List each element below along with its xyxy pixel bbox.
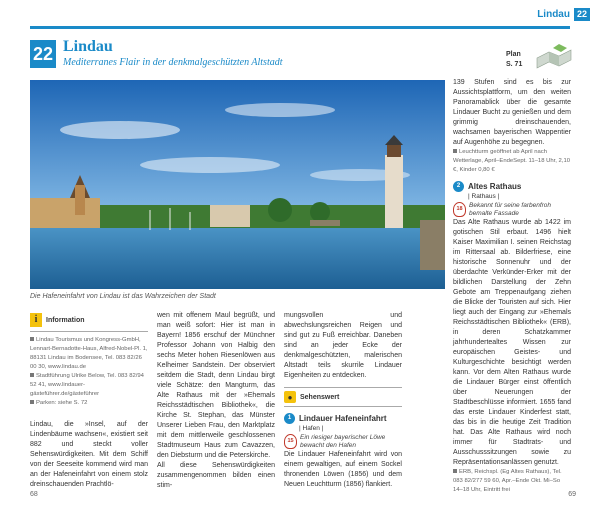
body-text-2: wen mit offenem Maul begrüßt, und man weiß sofort: Hier ist man in Bayern! 1856 erschuf der Münchner Professor Johann von Halbig den sechs Meter hohen Riesenlöwen aus Kelheimer Sandstein. Der observiert seitdem die Stadt, denn Lindau birgt viele Schätze: den Mangturm, das Alte Rathaus mit der »Ehemals Reichsstädtischen Bibliothek«, die Kirche St. Stephan, das Münster Unserer Lieben Frau, den Marktplatz mit dem mittlerweile geschlossenen Stadtmuseum Haus zum Cavazzen, den Diebsturm und die Peterskirche. (157, 312, 275, 459)
highlight-badge-icon: 15 (284, 434, 297, 449)
chapter-subtitle: Mediterranes Flair in der denkmalgeschützten Altstadt (63, 57, 283, 68)
sight-1-highlight (284, 434, 402, 450)
sight-1-number: 1 (284, 413, 295, 424)
sights-header (284, 387, 402, 407)
info-parking: Parken: siehe S. 72 (30, 399, 148, 408)
running-head-title: Lindau (537, 9, 570, 20)
chapter-title: Lindau (63, 38, 113, 55)
sight-1-category: | Hafen | (299, 425, 324, 432)
lighthouse-hours: Leuchtturm geöffnet ab April nach Wetterlage, April–EndeSept. 11–18 Uhr, 2,10 €, Kinder 0,80 € (453, 149, 571, 173)
plan-reference[interactable] (506, 50, 522, 70)
sights-header-label: Sehenswert (300, 393, 340, 401)
info-box (30, 313, 148, 408)
sight-1-text: Die Lindauer Hafeneinfahrt wird von einem gewaltigen, auf einem Sockel thronenden Löwen (1856) und dem Neuen Leuchtturm (1856) flankiert. (284, 451, 402, 488)
running-head (537, 8, 590, 21)
page-number-left: 68 (30, 491, 38, 498)
map-icon (535, 42, 573, 70)
info-title: Information (46, 316, 85, 324)
running-head-number: 22 (574, 8, 590, 21)
body-column-2 (157, 311, 275, 491)
sight-2-number: 2 (453, 181, 464, 192)
page-number-right: 69 (568, 491, 576, 498)
body-text-3: mungsvollen und abwechslungsreichen Reigen und sind gut zu Fuß erreichbar. Daneben sind an jeder Ecke der denkmalgeschützten, malerischen Altstadt teils skurrile Lindauer Eigenheiten zu entdecken. (284, 312, 402, 379)
plan-page: S. 71 (506, 61, 523, 68)
plan-label: Plan (506, 51, 521, 58)
highlight-badge-icon: 18 (453, 202, 466, 217)
harbor-photo (30, 80, 445, 289)
sight-1-highlight-text: Ein riesiger bayerischer Löwe bewacht den Hafen (300, 434, 386, 449)
photo-caption: Die Hafeneinfahrt von Lindau ist das Wahrzeichen der Stadt (30, 293, 216, 300)
sight-1-header (284, 413, 402, 424)
info-icon: i (30, 313, 42, 327)
eye-icon: ● (284, 391, 296, 403)
sight-2-text: Das Alte Rathaus wurde ab 1422 im gotischen Stil erbaut. 1496 hielt Kaiser Maximilian I. seinen Reichstag im Rittersaal ab. Bilderfriese, eine historische Sonnenuhr und der überdachte Verkünder-Erker mit der bildlichen Darstellung der Zehn Gebote am Treppenaufgang ziehen die Blicke der Touristen auf sich. Hier liegt auch der Eingang zur »Ehemals Reichsstädtischen Bibliothek« (ERB), in deren Schatzkammer jahrhundertealtes Wissen zur europäischen Geistes- und Kulturgeschichte besichtigt werden kann. Vor dem Alten Rathaus wurde die Lindauer Bürger einst öffentlich über Neuerungen der Stadtbeschlüsse informiert. 1655 fand das erste Lindauer Kinderfest statt, das bis in die heutige Zeit Tradition hat. Das Alte Rathaus wird noch immer für Stadtrats- und Ausschusssitzungen sowie zu Repräsentationsanlässen genutzt. (453, 219, 571, 466)
sight-2-category: | Rathaus | (468, 193, 500, 200)
body-text-4: 139 Stufen sind es bis zur Aussichtsplattform, um den weiten Panoramablick über die gesamte Lindauer Bucht zu genießen und dem grimmig dreinschauenden, wachsamen bayerischen Wappentier auf Augenhöhe zu begegnen. (453, 79, 571, 146)
info-contact: Lindau Tourismus und Kongress-GmbH, Lennart-Bernadotte-Haus, Alfred-Nobel-Pl. 1, 88131 Lindau im Bodensee, Tel. 083 82/26 00 30, www.lindau.de (30, 337, 148, 370)
body-column-3 (284, 311, 402, 490)
body-text-2b: All diese Sehenswürdigkeiten zusammengenommen bilden einen stim- (157, 462, 275, 489)
header-rule (30, 26, 570, 29)
sight-1-title: Lindauer Hafeneinfahrt (299, 414, 387, 423)
sight-2-title: Altes Rathaus (468, 182, 522, 191)
chapter-number: 22 (30, 40, 56, 68)
body-column-4 (453, 78, 571, 495)
sight-2-highlight (453, 202, 571, 218)
sight-2-highlight-text: Bekannt für seine farbenfroh bemalte Fassade (469, 202, 552, 217)
sight-2-header (453, 181, 571, 192)
info-tour: Stadtführung Ulrike Below, Tel. 083 82/94 52 41, www.lindauer-gästeführer.de/gästeführer (30, 373, 144, 397)
body-column-1: Lindau, die »Insel, auf der Lindenbäume wachsen«, existiert seit 882 und steckt voller Sehenswürdigkeiten. Mit dem Schiff von der Seeseite kommend wird man an der Hafeneinfahrt von einem stolz dreinschauenden Prachtlö- (30, 421, 148, 488)
sight-2-hours: ERB, Reichspl. (Eg Altes Rathaus), Tel. 083 82/277 59 60, Apr.–Ende Okt. Mi–So 14–18 Uhr, Eintritt frei (453, 469, 562, 493)
